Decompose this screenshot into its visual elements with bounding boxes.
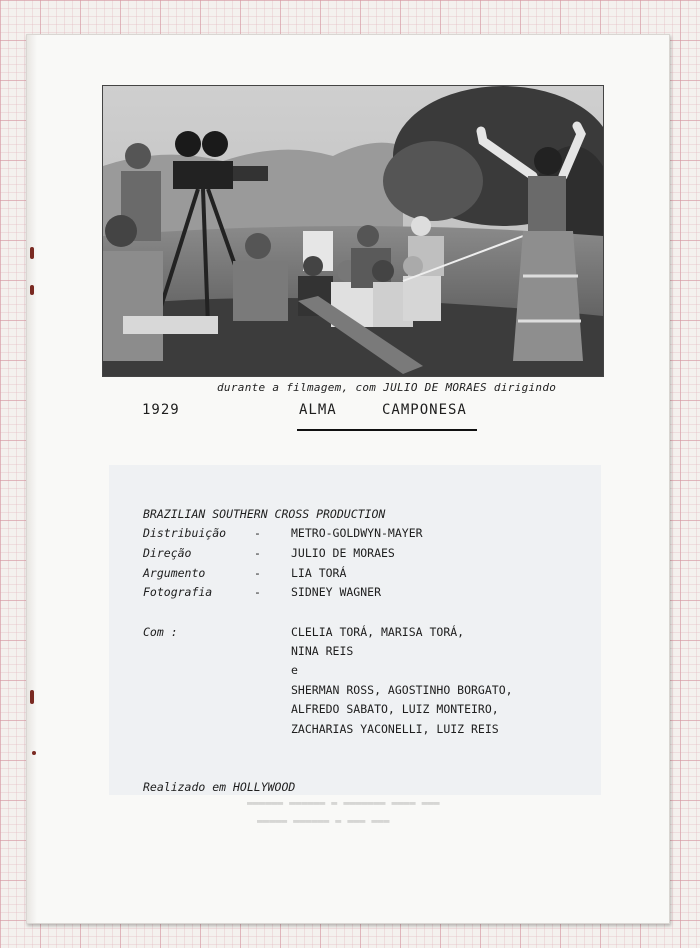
credit-dash: - — [254, 526, 261, 540]
staple — [32, 751, 36, 755]
release-year: 1929 — [142, 402, 180, 418]
credit-dash: - — [254, 546, 261, 560]
credit-role: Argumento — [143, 566, 206, 580]
binding-edge — [27, 35, 37, 923]
credit-role: Fotografia — [143, 585, 213, 599]
title-underline — [297, 429, 477, 431]
show-through-text: ▬▬▬ ▬▬▬ ▬ ▬▬▬▬▬▬ ▬▬▬▬▬ — [257, 816, 390, 827]
production-company: BRAZILIAN SOUTHERN CROSS PRODUCTION — [143, 507, 386, 521]
cast-line: e — [291, 663, 298, 677]
credit-dash: - — [254, 585, 261, 599]
cast-line: NINA REIS — [291, 644, 354, 658]
credit-name: SIDNEY WAGNER — [291, 585, 382, 599]
credit-name: JULIO DE MORAES — [291, 546, 395, 560]
staple — [30, 285, 34, 295]
credit-role: Distribuição — [143, 526, 227, 540]
document-page — [26, 34, 670, 924]
credit-dash: - — [254, 566, 261, 580]
credit-name: METRO-GOLDWYN-MAYER — [291, 526, 423, 540]
film-set-photo — [102, 85, 604, 377]
show-through-text: ▬▬▬ ▬▬▬▬ ▬▬▬▬▬▬▬ ▬ ▬▬▬▬▬▬ ▬▬▬▬▬▬ — [247, 798, 440, 809]
cast-line: SHERMAN ROSS, AGOSTINHO BORGATO, — [291, 683, 513, 697]
film-title-word-2: CAMPONESA — [382, 402, 467, 418]
photo-caption: durante a filmagem, com JULIO DE MORAES dirigindo — [217, 381, 557, 394]
credit-name: LIA TORÁ — [291, 566, 347, 580]
cast-line: CLELIA TORÁ, MARISA TORÁ, — [291, 625, 465, 639]
production-location: Realizado em HOLLYWOOD — [143, 780, 296, 794]
cast-line: ZACHARIAS YACONELLI, LUIZ REIS — [291, 722, 499, 736]
staple — [30, 690, 34, 704]
cast-label: Com : — [143, 625, 178, 639]
credit-role: Direção — [143, 546, 192, 560]
cast-line: ALFREDO SABATO, LUIZ MONTEIRO, — [291, 702, 499, 716]
film-title-word-1: ALMA — [299, 402, 337, 418]
staple — [30, 247, 34, 259]
